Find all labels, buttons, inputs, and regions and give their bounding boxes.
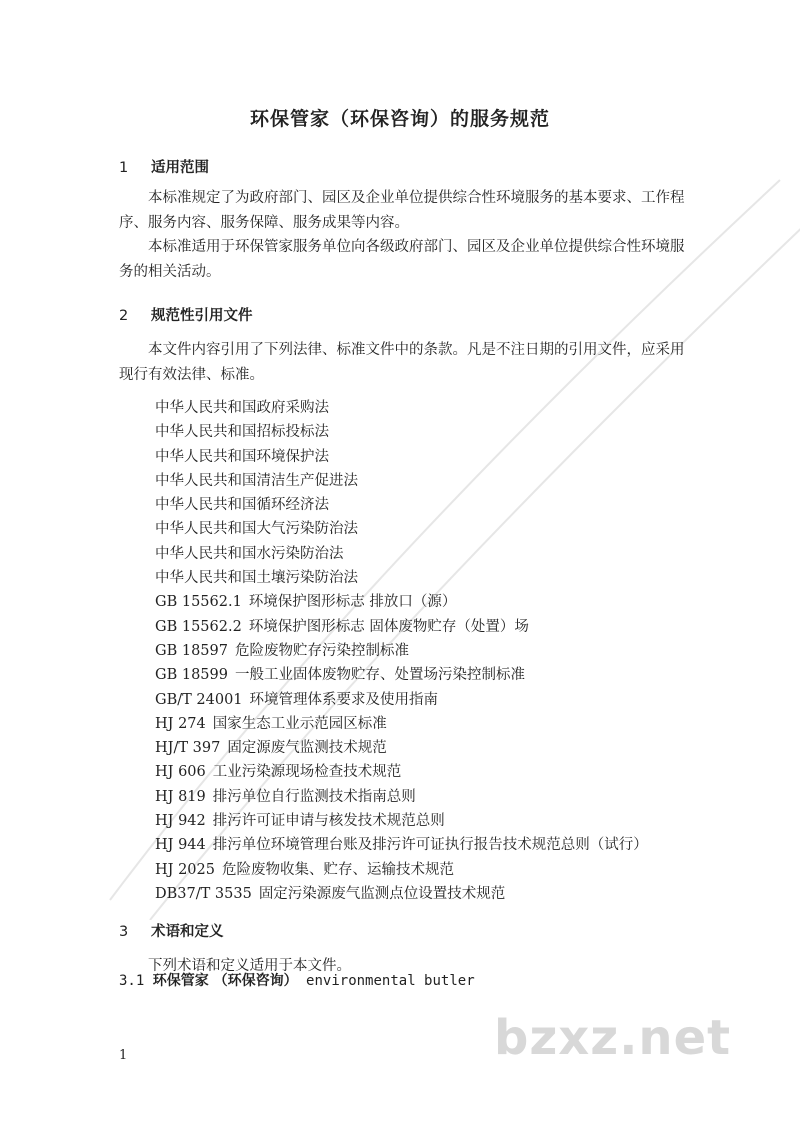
reference-title: 中华人民共和国大气污染防治法	[155, 521, 358, 538]
reference-title: 排污许可证申请与核发技术规范总则	[212, 813, 445, 830]
reference-code: GB 15562.2	[155, 618, 242, 635]
section-3-heading	[119, 920, 224, 941]
section-title: 规范性引用文件	[151, 308, 253, 324]
reference-code: HJ 819	[155, 788, 206, 805]
reference-title: 一般工业固体废物贮存、处置场污染控制标准	[234, 667, 525, 684]
reference-code: GB 18597	[155, 642, 228, 659]
reference-code: HJ 942	[155, 813, 206, 830]
reference-item	[155, 517, 648, 541]
reference-code: HJ 944	[155, 837, 206, 854]
reference-item	[155, 542, 648, 566]
reference-code: DB37/T 3535	[155, 885, 252, 902]
paragraph: 本标准适用于环保管家服务单位向各级政府部门、园区及企业单位提供综合性环境服务的相关活动。	[119, 239, 685, 280]
subsection-number: 3.1	[119, 973, 145, 989]
reference-title: 排污单位自行监测技术指南总则	[212, 788, 416, 805]
page-number: 1	[119, 1048, 128, 1063]
section-1-body	[119, 186, 689, 284]
section-number: 1	[119, 160, 129, 176]
reference-item	[155, 639, 648, 663]
reference-item	[155, 469, 648, 493]
reference-title: 国家生态工业示范园区标准	[212, 715, 387, 732]
reference-title: 危险废物贮存污染控制标准	[234, 642, 409, 659]
reference-code: HJ 274	[155, 715, 206, 732]
paragraph: 下列术语和定义适用于本文件。	[148, 958, 351, 974]
reference-code: HJ 2025	[155, 861, 215, 878]
reference-item	[155, 785, 648, 809]
reference-title: 工业污染源现场检查技术规范	[212, 764, 402, 781]
reference-item	[155, 858, 648, 882]
section-number: 2	[119, 308, 129, 324]
document-title: 环保管家（环保咨询）的服务规范	[249, 108, 550, 130]
reference-title: 环境管理体系要求及使用指南	[249, 691, 439, 708]
reference-title: 中华人民共和国土壤污染防治法	[155, 570, 358, 587]
subsection-3-1-heading	[119, 970, 475, 990]
reference-code: GB/T 24001	[155, 691, 243, 708]
reference-title: 固定源废气监测技术规范	[227, 740, 387, 757]
site-watermark: bzxz.net	[494, 1010, 732, 1066]
section-title: 术语和定义	[151, 924, 224, 940]
reference-title: 环境保护图形标志 排放口（源）	[248, 594, 457, 611]
section-2-intro	[119, 338, 689, 387]
reference-list	[155, 396, 648, 906]
reference-item	[155, 445, 648, 469]
reference-code: GB 18599	[155, 667, 228, 684]
reference-item	[155, 736, 648, 760]
reference-title: 中华人民共和国环境保护法	[155, 448, 329, 465]
reference-title: 中华人民共和国水污染防治法	[155, 545, 344, 562]
term-english: environmental butler	[306, 973, 475, 989]
reference-item	[155, 712, 648, 736]
reference-item	[155, 882, 648, 906]
reference-title: 环境保护图形标志 固体废物贮存（处置）场	[248, 618, 529, 635]
reference-item	[155, 590, 648, 614]
reference-item	[155, 615, 648, 639]
reference-item	[155, 688, 648, 712]
reference-code: HJ 606	[155, 764, 206, 781]
reference-title: 中华人民共和国清洁生产促进法	[155, 472, 358, 489]
reference-title: 危险废物收集、贮存、运输技术规范	[221, 861, 454, 878]
reference-code: HJ/T 397	[155, 740, 221, 757]
reference-item	[155, 760, 648, 784]
reference-title: 排污单位环境管理台账及排污许可证执行报告技术规范总则（试行）	[212, 837, 648, 854]
reference-item	[155, 833, 648, 857]
term-chinese: 环保管家 （环保咨询）	[152, 973, 298, 989]
reference-item	[155, 493, 648, 517]
reference-title: 中华人民共和国政府采购法	[155, 400, 329, 416]
reference-code: GB 15562.1	[155, 594, 242, 611]
reference-title: 中华人民共和国招标投标法	[155, 424, 329, 441]
paragraph: 本标准规定了为政府部门、园区及企业单位提供综合性环境服务的基本要求、工作程序、服务内容、服务保障、服务成果等内容。	[119, 190, 685, 231]
reference-title: 中华人民共和国循环经济法	[155, 497, 329, 514]
reference-item	[155, 566, 648, 590]
section-1-heading	[119, 156, 209, 177]
reference-item	[155, 396, 648, 420]
section-title: 适用范围	[151, 160, 209, 176]
reference-item	[155, 420, 648, 444]
reference-title: 固定污染源废气监测点位设置技术规范	[258, 885, 506, 902]
section-2-heading	[119, 304, 253, 325]
section-number: 3	[119, 924, 129, 940]
reference-item	[155, 663, 648, 687]
paragraph: 本文件内容引用了下列法律、标准文件中的条款。凡是不注日期的引用文件，应采用现行有效法律、标准。	[119, 342, 685, 383]
reference-item	[155, 809, 648, 833]
